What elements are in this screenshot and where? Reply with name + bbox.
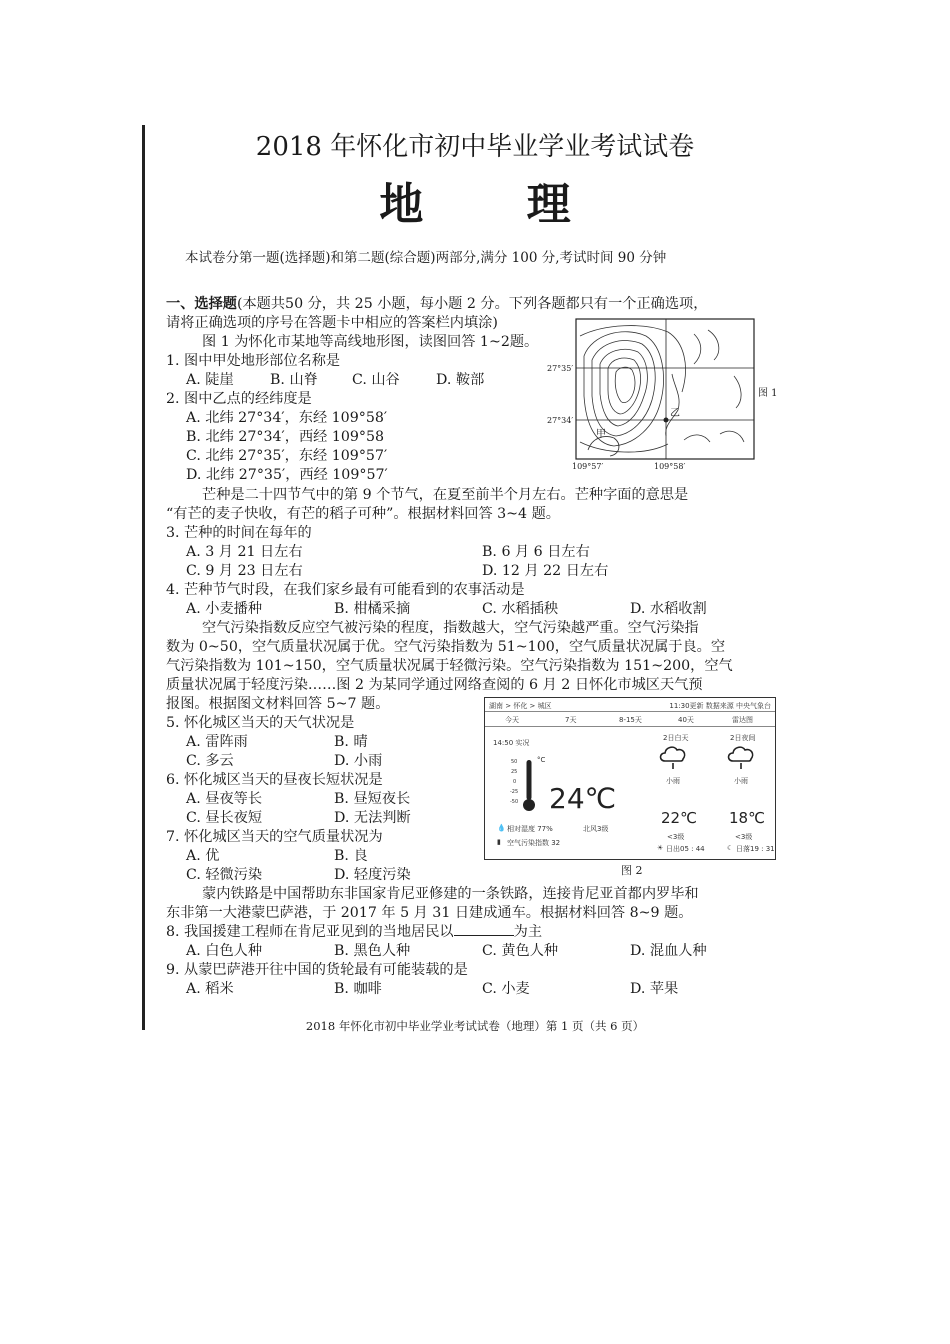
q1-stem: 1. 图中甲处地形部位名称是 — [166, 353, 341, 369]
day-label: 2日白天 — [663, 734, 689, 742]
q2-option-a: A. 北纬 27°34′，东经 109°58′ — [186, 410, 388, 426]
scale-0: 0 — [513, 779, 517, 785]
lat-top-label: 27°35′ — [547, 364, 574, 373]
lon-left-label: 109°57′ — [572, 462, 604, 471]
q7-option-b: B. 良 — [334, 848, 368, 864]
q3-option-d: D. 12 月 22 日左右 — [482, 563, 609, 579]
q3-stem: 3. 芒种的时间在每年的 — [166, 525, 312, 541]
q8-option-d: D. 混血人种 — [630, 943, 707, 959]
section-intro-2: 请将正确选项的序号在答题卡中相应的答案栏内填涂) — [166, 315, 498, 331]
day-temperature: 22℃ — [661, 809, 697, 827]
q4-option-c: C. 水稻插秧 — [482, 601, 559, 617]
q8-blank — [454, 923, 514, 936]
humidity-icon: 💧 — [497, 824, 506, 832]
contour-map — [544, 316, 784, 474]
q9-option-d: D. 苹果 — [630, 981, 679, 997]
rain-cloud-icon-day — [657, 743, 689, 771]
q3-option-a: A. 3 月 21 日左右 — [186, 544, 303, 560]
air-passage-4: 质量状况属于轻度污染……图 2 为某同学通过网络查阅的 6 月 2 日怀化市城区天气预 — [166, 677, 703, 693]
sunrise-time: 日出05 : 44 — [666, 845, 705, 853]
current-temperature: 24℃ — [549, 782, 617, 815]
fig2-caption: 图 2 — [621, 864, 643, 877]
subject-title: 地 理 — [379, 179, 615, 230]
q6-option-c: C. 昼长夜短 — [186, 810, 263, 826]
q5-option-b: B. 晴 — [334, 734, 368, 750]
air-passage-1: 空气污染指数反应空气被污染的程度，指数越大，空气污染越严重。空气污染指 — [202, 620, 699, 636]
lat-bottom-label: 27°34′ — [547, 416, 574, 425]
q4-option-a: A. 小麦播种 — [186, 601, 263, 617]
q6-option-a: A. 昼夜等长 — [186, 791, 263, 807]
air-passage-3: 气污染指数为 101~150，空气质量状况属于轻微污染。空气污染指数为 151~200，空气 — [166, 658, 733, 674]
section-title: 一、选择题 — [166, 296, 237, 312]
label-yi: 乙 — [670, 408, 680, 419]
q5-option-a: A. 雷阵雨 — [186, 734, 248, 750]
q7-option-c: C. 轻微污染 — [186, 867, 263, 883]
fig1-lead: 图 1 为怀化市某地等高线地形图，读图回答 1~2题。 — [202, 334, 539, 350]
q9-option-c: C. 小麦 — [482, 981, 530, 997]
night-temperature: 18℃ — [729, 809, 765, 827]
scale-neg25: -25 — [510, 789, 519, 795]
exam-title: 2018 年怀化市初中毕业学业考试试卷 — [255, 132, 695, 162]
weather-tab-7day: 7天 — [565, 716, 577, 724]
q9-option-a: A. 稻米 — [186, 981, 234, 997]
night-wind: <3级 — [735, 833, 753, 841]
q3-option-b: B. 6 月 6 日左右 — [482, 544, 590, 560]
weather-breadcrumb: 湖南 > 怀化 > 城区 — [489, 702, 552, 710]
weather-widget-figure — [484, 697, 776, 860]
humidity-reading: 相对湿度 77% — [507, 825, 553, 833]
fig1-caption: 图 1 — [758, 388, 778, 399]
q8-option-b: B. 黑色人种 — [334, 943, 411, 959]
q6-stem: 6. 怀化城区当天的昼夜长短状况是 — [166, 772, 383, 788]
day-wind: <3级 — [667, 833, 685, 841]
q5-option-d: D. 小雨 — [334, 753, 383, 769]
aqi-icon: ▮ — [497, 838, 501, 846]
section-intro: (本题共50 分，共 25 小题，每小题 2 分。下列各题都只有一个正确选项， — [236, 296, 708, 312]
q5-stem: 5. 怀化城区当天的天气状况是 — [166, 715, 355, 731]
night-label: 2日夜间 — [730, 734, 756, 742]
q4-option-d: D. 水稻收割 — [630, 601, 707, 617]
night-weather: 小雨 — [734, 777, 748, 785]
air-passage-5: 报图。根据图文材料回答 5~7 题。 — [166, 696, 390, 712]
q4-option-b: B. 柑橘采摘 — [334, 601, 411, 617]
q1-option-c: C. 山谷 — [352, 372, 400, 388]
q4-stem: 4. 芒种节气时段，在我们家乡最有可能看到的农事活动是 — [166, 582, 525, 598]
rail-passage-1: 蒙内铁路是中国帮助东非国家肯尼亚修建的一条铁路，连接肯尼亚首都内罗毕和 — [202, 886, 699, 902]
q7-option-a: A. 优 — [186, 848, 220, 864]
rail-passage-2: 东非第一大港蒙巴萨港，于 2017 年 5 月 31 日建成通车。根据材料回答 8~9 题。 — [166, 905, 693, 921]
q8-option-c: C. 黄色人种 — [482, 943, 559, 959]
day-weather: 小雨 — [666, 777, 680, 785]
temp-unit-label: °C — [537, 756, 546, 764]
weather-tab-8-15day: 8-15天 — [619, 716, 642, 724]
weather-update-info: 11:30更新 数据来源 中央气象台 — [669, 702, 771, 710]
q1-option-a: A. 陡崖 — [186, 372, 234, 388]
q3-option-c: C. 9 月 23 日左右 — [186, 563, 303, 579]
scale-neg50: -50 — [510, 799, 519, 805]
q9-option-b: B. 咖啡 — [334, 981, 382, 997]
label-jia: 甲 — [596, 429, 606, 440]
thermometer-icon — [523, 760, 535, 812]
mangzhong-passage-1: 芒种是二十四节气中的第 9 个节气，在夏至前半个月左右。芒种字面的意思是 — [202, 487, 689, 503]
q8-stem-post: 为主 — [513, 924, 543, 940]
q8-option-a: A. 白色人种 — [186, 943, 263, 959]
q7-stem: 7. 怀化城区当天的空气质量状况为 — [166, 829, 383, 845]
q1-option-d: D. 鞍部 — [436, 372, 485, 388]
q2-option-b: B. 北纬 27°34′，西经 109°58 — [186, 429, 385, 445]
q2-stem: 2. 图中乙点的经纬度是 — [166, 391, 312, 407]
q6-option-d: D. 无法判断 — [334, 810, 411, 826]
moon-icon: ☾ — [727, 844, 734, 852]
lon-right-label: 109°58′ — [654, 462, 686, 471]
scale-50: 50 — [511, 759, 518, 765]
page-footer: 2018 年怀化市初中毕业学业考试试卷（地理）第 1 页（共 6 页） — [305, 1019, 645, 1033]
q2-option-d: D. 北纬 27°35′，西经 109°57′ — [186, 467, 388, 483]
exam-instructions: 本试卷分第一题(选择题)和第二题(综合题)两部分,满分 100 分,考试时间 90 分钟 — [185, 250, 667, 266]
contour-map-figure — [544, 316, 784, 474]
q7-option-d: D. 轻度污染 — [334, 867, 411, 883]
q6-option-b: B. 昼短夜长 — [334, 791, 411, 807]
scale-25: 25 — [511, 769, 518, 775]
sun-icon: ☀ — [657, 844, 664, 852]
page-margin-line — [142, 125, 145, 1030]
q9-stem: 9. 从蒙巴萨港开往中国的货轮最有可能装载的是 — [166, 962, 468, 978]
q5-option-c: C. 多云 — [186, 753, 234, 769]
q8-stem-pre: 8. 我国援建工程师在肯尼亚见到的当地居民以 — [166, 924, 454, 940]
realtime-label: 14:50 实况 — [493, 739, 530, 747]
q2-option-c: C. 北纬 27°35′，东经 109°57′ — [186, 448, 388, 464]
mangzhong-passage-2: “有芒的麦子快收，有芒的稻子可种”。根据材料回答 3~4 题。 — [166, 506, 560, 522]
sunset-time: 日落19 : 31 — [736, 845, 775, 853]
q1-option-b: B. 山脊 — [270, 372, 318, 388]
wind-reading: 北风3级 — [583, 825, 609, 833]
rain-cloud-icon-night — [725, 743, 757, 771]
weather-tab-40day: 40天 — [678, 716, 694, 724]
section-heading — [166, 293, 707, 313]
weather-tab-radar: 雷达图 — [732, 716, 753, 724]
weather-tab-today: 今天 — [505, 716, 519, 724]
aqi-reading: 空气污染指数 32 — [507, 839, 561, 847]
air-passage-2: 数为 0~50，空气质量状况属于优。空气污染指数为 51~100，空气质量状况属于良。空 — [166, 639, 726, 655]
q8-stem — [166, 921, 542, 941]
